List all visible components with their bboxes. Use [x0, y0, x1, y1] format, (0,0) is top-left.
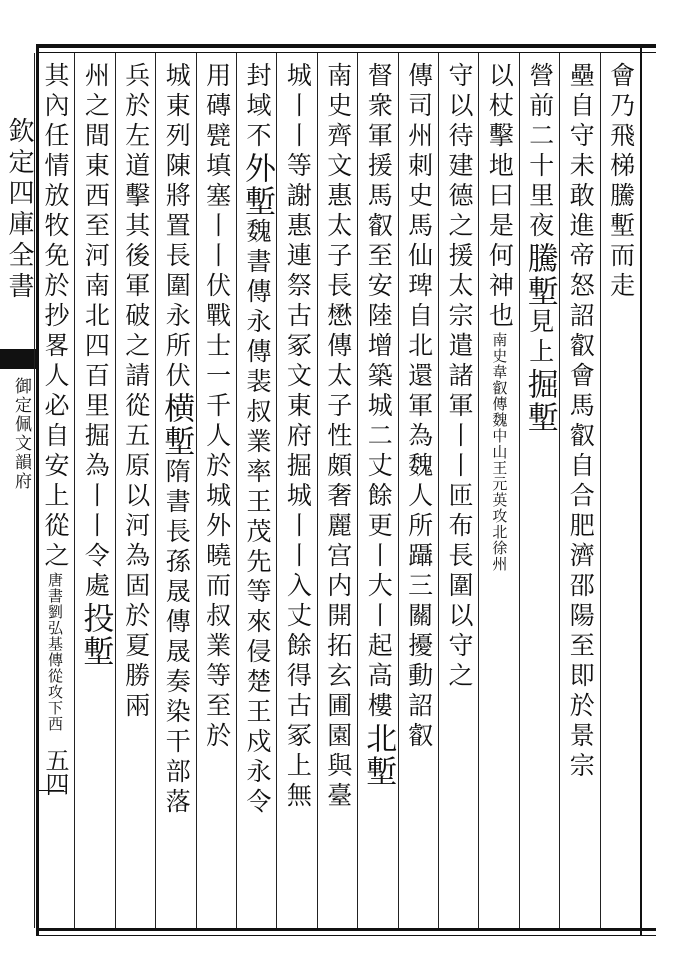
headword: 塹: [521, 401, 558, 434]
body-text: 南史齊文惠太子長懋傳太子性頗奢麗宫内開拓玄圃園與臺: [323, 62, 353, 812]
text-column: [479, 62, 519, 572]
text-column: [35, 62, 75, 732]
headword: 塹: [77, 635, 114, 668]
text-column: [439, 62, 479, 692]
text-column: [156, 62, 196, 818]
book-subtitle: 御定佩文韻府: [11, 377, 31, 491]
page-gutter: [0, 53, 36, 928]
headword: 北: [360, 722, 397, 755]
body-text: 用磚甓: [202, 62, 232, 152]
annotation-text: 唐書劉弘基傳從攻下西: [46, 572, 64, 732]
headword: 騰: [521, 242, 558, 275]
body-text: 州之間東西至河南北四百里掘為丨丨令處: [81, 62, 111, 602]
body-text: 城丨丨等謝惠連祭古冢文東府掘城丨丨入丈餘得古冢上無: [283, 62, 313, 812]
body-text: 其內任情放牧免於抄畧人必自安上從之: [41, 62, 70, 572]
body-text: 封域不: [243, 62, 272, 152]
text-column: [601, 62, 641, 302]
body-text: 兵於左道擊其後軍破之: [121, 62, 151, 362]
annotation-text: 南史韋叡傳魏中山王元英攻北徐州: [490, 332, 509, 572]
body-text: 見上: [525, 308, 555, 368]
gutter-fish-tail-block: [0, 349, 36, 369]
text-column: [318, 62, 358, 812]
body-text: 城東列陳將置長圍永所伏: [162, 62, 192, 392]
page-number: 五四: [41, 748, 69, 796]
body-text: 營前二十里夜: [525, 62, 555, 242]
text-column: [197, 62, 237, 752]
text-column: [399, 62, 439, 752]
headword: 塹: [158, 425, 195, 458]
headword: 投: [77, 602, 114, 635]
headword: 塹: [521, 275, 558, 308]
text-column: [75, 62, 115, 668]
text-column: [116, 62, 156, 722]
text-column: [237, 62, 277, 818]
body-text: 隋書長孫晟傳晟奏染干部落: [162, 458, 192, 818]
body-text: 會乃飛梯: [606, 62, 636, 182]
frame-top-rule-inner: [36, 52, 656, 53]
body-text: 守以待建德之援太宗遣諸軍丨丨匝布長圍以守之: [445, 62, 474, 692]
frame-bottom-rule: [36, 928, 656, 931]
frame-bottom-rule-inner: [36, 935, 656, 936]
body-text: 填塞丨丨伏戰士一千人於城外曉而叔業等至於: [202, 152, 232, 752]
body-text: 以杖擊地曰是何神也: [485, 62, 515, 332]
text-column: [358, 62, 398, 788]
body-text: 傳司州刺史馬仙琕自北還軍為魏人所躡三關擾動詔叡: [404, 62, 434, 752]
body-text: 請從五原以河為固於夏勝兩: [121, 362, 151, 722]
page-number-tick: [36, 790, 64, 791]
headword: 掘: [521, 368, 558, 401]
frame-top-rule: [36, 44, 656, 48]
headword: 塹: [239, 185, 275, 218]
book-title: 欽定四庫全書: [4, 117, 34, 303]
body-text: 督衆軍援馬叡至安陸增築城二丈餘更丨大丨起高樓: [364, 62, 394, 722]
text-column: [520, 62, 560, 434]
body-text: 魏書傳永傳裴叔業率王茂先等來侵楚王戍永令: [243, 218, 272, 818]
headword: 塹: [360, 755, 397, 788]
body-text: 壘自守未敢進帝怒詔叡會馬叡自合肥濟邵陽至即於景宗: [566, 62, 596, 782]
text-column: [560, 62, 600, 782]
headword: 横: [158, 392, 195, 425]
body-text: 騰塹而走: [606, 182, 636, 302]
headword: 外: [239, 152, 275, 185]
text-column: [277, 62, 317, 812]
